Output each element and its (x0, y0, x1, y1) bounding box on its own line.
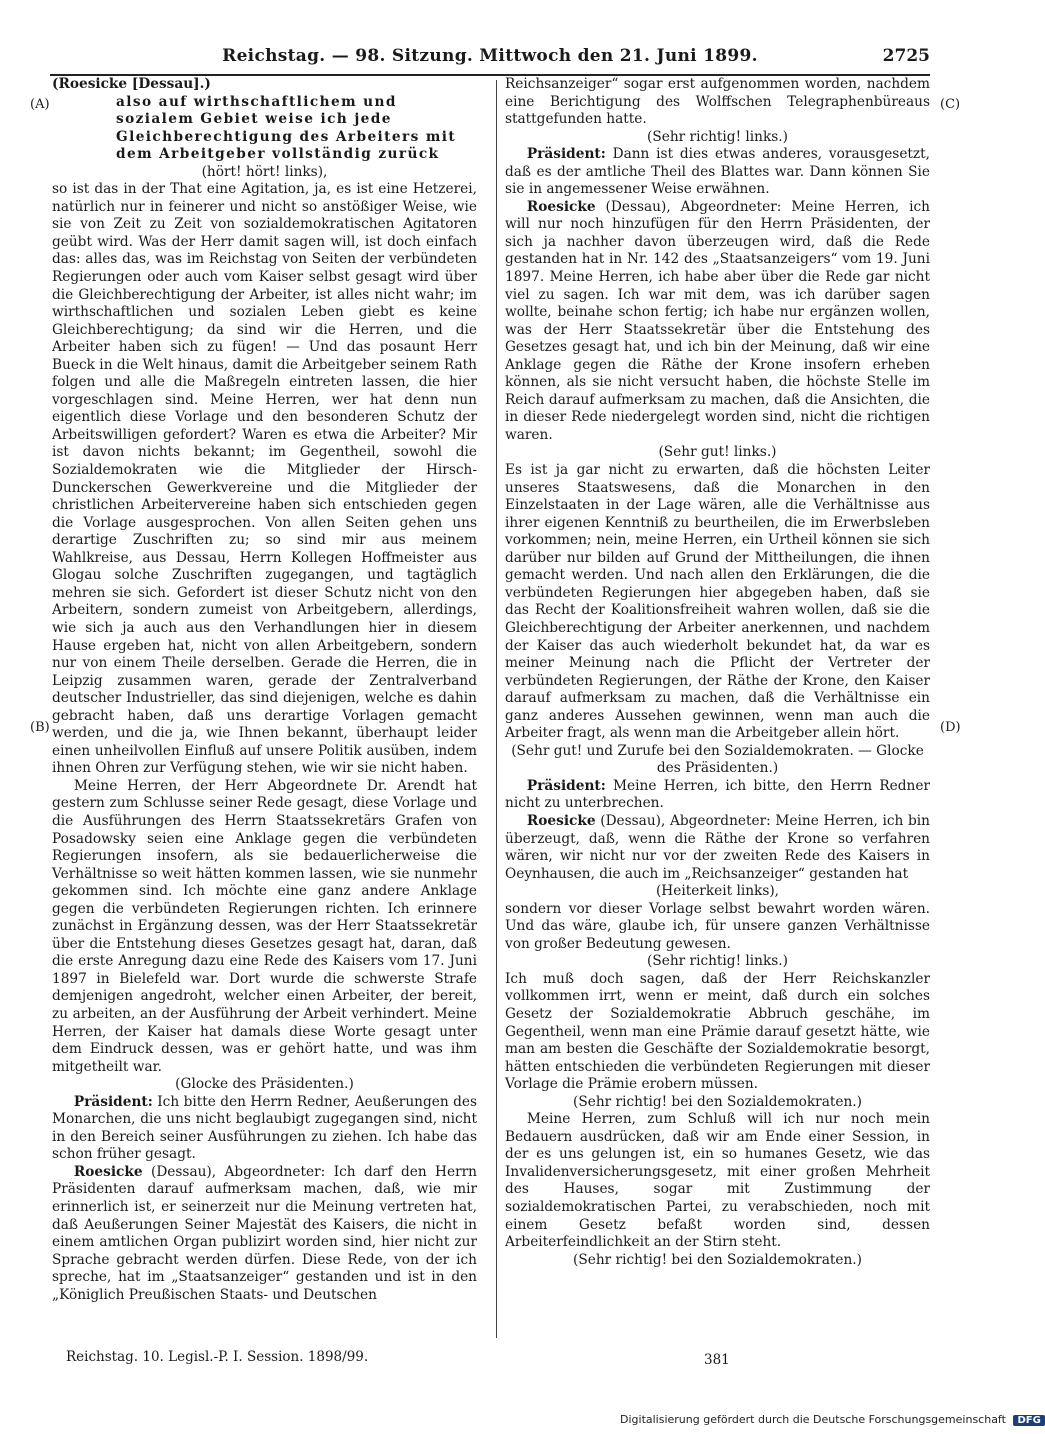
speaker-remark: Roesicke (Dessau), Abgeordneter: Ich darf den Herrn Präsidenten darauf aufmerksam machen, daß, wie mir erinnerlich ist, er seinerzeit nur die Meinung vertreten hat, daß Aeußerungen Seiner Majestät des Kaisers, die nicht in einem amtlichen Organ publizirt worden sind, hier nicht zur Sprache gebracht werden dürfen. Diese Rede, von der ich spreche, hat im „Staatsanzeiger“ gestanden und ist in den „Königlich Preußischen Staats- und Deutschen (52, 1163, 477, 1303)
left-column (52, 76, 477, 1304)
president-remark: Präsident: Dann ist dies etwas anderes, vorausgesetzt, daß es der amtliche Theil des Blattes war. Dann können Sie sie in angemessener Weise erwähnen. (505, 146, 930, 198)
margin-mark-a: (A) (30, 97, 50, 112)
paragraph: Es ist ja gar nicht zu erwarten, daß die höchsten Leiter unseres Staatswesens, daß die Monarchen in den Einzelstaaten in der Lage wären, alle die Verhältnisse aus ihrer eigenen Kenntniß zu beurtheilen, die im Erwerbsleben vorkommen; nein, meine Herren, ein Urtheil können sie sich darüber nur bilden auf Grund der Mittheilungen, die ihnen gemacht werden. Und nach allen den Erklärungen, die die verbündeten Regierungen hier abgegeben haben, daß sie das Recht der Koalitionsfreiheit wahren wollen, daß sie die Gleichberechtigung der Arbeiter anerkennen, und nachdem der Kaiser das auch wiederholt bekundet hat, da war es meiner Meinung nach die Pflicht der Vertreter der verbündeten Regierungen, der Räthe der Krone, den Kaiser darauf aufmerksam zu machen, daß die Verhältnisse ein ganz anderes Aussehen gewinnen, wenn man auch die Arbeiter fragt, als wenn man die Arbeitgeber allein hört. (505, 462, 930, 742)
header-title: Reichstag. — 98. Sitzung. Mittwoch den 21. Juni 1899. (222, 46, 758, 66)
margin-mark-b: (B) (30, 720, 50, 735)
column-divider (496, 80, 497, 1338)
speaker-label: Präsident: (73, 1093, 153, 1110)
footer-signature-number: 381 (704, 1352, 730, 1368)
speaker-remark: Roesicke (Dessau), Abgeordneter: Meine Herren, ich will nur noch hinzufügen für den Herrn Präsidenten, der sich ja nachher davon überzeugen wird, daß die Rede gestanden hat in Nr. 142 des „Staatsanzeigers“ vom 19. Juni 1897. Meine Herren, ich habe aber über die Rede gar nicht viel zu sagen. Ich war mit dem, was ich darüber sagen wollte, beinahe schon fertig; ich habe nur ergänzen wollen, was der Herr Staatssekretär über die Entstehung des Gesetzes gesagt hat, und ich bin der Meinung, daß wir eine Anklage gegen die Räthe der Krone insofern erheben können, als sie nicht versucht haben, die höchste Stelle im Reich darauf aufmerksam zu machen, daß die Ansichten, die in dieser Rede niedergelegt worden sind, nicht die richtigen waren. (505, 198, 930, 443)
president-remark: Präsident: Meine Herren, ich bitte, den Herrn Redner nicht zu unterbrechen. (505, 777, 930, 812)
digitization-credit (620, 1413, 1045, 1426)
interjection: (Sehr richtig! links.) (647, 128, 788, 145)
speaker-label: Roesicke (526, 198, 596, 215)
paragraph: Reichsanzeiger“ sogar erst aufgenommen worden, nachdem eine Berichtigung des Wolffschen Telegraphenbüreaus stattgefunden hatte. (505, 76, 930, 128)
interjection: (hört! hört! links), (201, 163, 328, 180)
interjection: (Sehr gut! links.) (658, 444, 777, 461)
president-remark: Präsident: Ich bitte den Herrn Redner, Aeußerungen des Monarchen, die uns nicht beglaubigt zugegangen sind, nicht in den Bereich seiner Ausführungen zu ziehen. Ich habe das schon früher gesagt. (52, 1093, 477, 1163)
interjection: (Sehr richtig! bei den Sozialdemokraten.) (573, 1251, 862, 1268)
running-header (50, 44, 930, 76)
paragraph: Ich muß doch sagen, daß der Herr Reichskanzler vollkommen irrt, wenn er meint, daß durch ein solches Gesetz der Sozialdemokratie Abbruch geschähe, im Gegentheil, wenn man eine Prämie darauf gesetzt hätte, wie man am besten die Geschäfte der Sozialdemokratie besorgt, hätten entschieden die verbündeten Regierungen mit dieser Vorlage die Prämie erobern müssen. (505, 970, 930, 1093)
speaker-label: Roesicke (73, 1163, 143, 1180)
interjection: (Sehr richtig! bei den Sozialdemokraten.) (573, 1093, 862, 1110)
speaker-label: Präsident: (526, 777, 606, 794)
speaker-label: Roesicke (526, 812, 596, 829)
speaker-remark: Roesicke (Dessau), Abgeordneter: Meine Herren, ich bin überzeugt, daß, wenn die Räthe der Krone so verfahren wären, wir nicht nur vor der zweiten Rede des Kaisers in Oeynhausen, die auch im „Reichsanzeiger“ gestanden hat (505, 812, 930, 882)
page-number: 2725 (882, 46, 930, 66)
interjection: (Sehr gut! und Zurufe bei den Sozialdemokraten. — Glocke des Präsidenten.) (511, 742, 924, 777)
speaker-label: Präsident: (526, 146, 606, 163)
interjection: (Heiterkeit links), (655, 883, 780, 900)
right-column (505, 76, 930, 1269)
paragraph: so ist das in der That eine Agitation, ja, es ist eine Hetzerei, natürlich nur in feinerer und nicht so anstößiger Weise, wie sie von Zeit zu Zeit von sozialdemokratischen Agitatoren geübt wird. Was der Herr damit sagen will, ist doch einfach das: alles das, was im Reichstag von Seiten der verbündeten Regierungen oder auch vom Kaiser selbst gesagt wird über die Gleichberechtigung der Arbeiter, ist alles nicht wahr; im wirthschaftlichen und sozialen Leben giebt es keine Gleichberechtigung; da sind wir die Herren, und die Arbeiter haben sich zu fügen! — Und das posaunt Herr Bueck in die Welt hinaus, damit die Arbeitgeber seinem Rath folgen und alle die Maßregeln eintreten lassen, die hier vorgeschlagen sind. Meine Herren, wer hat denn nun eigentlich diese Vorlage und den besonderen Schutz der Arbeitswilligen gefordert? Waren es etwa die Arbeiter? Mir ist davon nichts bekannt; im Gegentheil, sowohl die Sozialdemokraten wie die Mitglieder der Hirsch-Dunckerschen Gewerkvereine und die Mitglieder der christlichen Arbeitervereine haben sich entschieden gegen die Vorlage ausgesprochen. Von allen Seiten gehen uns derartige Zuschriften zu; so sind mir aus meinem Wahlkreise, aus Dessau, Herrn Kollegen Hoffmeister aus Glogau solche Zuschriften zugegangen, und tagtäglich mehren sie sich. Gefordert ist dieser Schutz nicht von den Arbeitern, sondern zumeist von Arbeitgebern, allerdings, wie sich ja auch aus den Verhandlungen hier in diesem Hause ergeben hat, nicht von allen Arbeitgebern, sondern nur von einem Theile derselben. Gerade die Herren, die in Leipzig zusammen waren, gerade der Zentralverband deutscher Industrieller, das sind diejenigen, welche es dahin gebracht haben, daß uns derartige Vorlagen gemacht werden, und die ja, wie Ihnen bekannt, überhaupt leider einen unheilvollen Einfluß auf unsere Politik ausüben, indem ihnen Ohren zur Verfügung stehen, wie wir sie nicht haben. (52, 181, 477, 777)
paragraph: Meine Herren, zum Schluß will ich nur noch mein Bedauern ausdrücken, daß wir am Ende einer Session, in der es uns gelungen ist, ein so humanes Gesetz, wie das Invalidenversicherungsgesetz, mit einer großen Mehrheit des Hauses, sogar mit Zustimmung der sozialdemokratischen Partei, zu verabschieden, noch mit einem Gesetz befaßt worden sind, dessen Arbeiterfeindlichkeit an der Stirn steht. (505, 1111, 930, 1251)
margin-mark-c: (C) (940, 97, 961, 112)
paragraph: Meine Herren, der Herr Abgeordnete Dr. Arendt hat gestern zum Schlusse seiner Rede gesagt, diese Vorlage und die Ausführungen des Herrn Staatssekretärs Grafen von Posadowsky seien eine Anklage gegen die verbündeten Regierungen insofern, als sie bedauerlicherweise die Verhältnisse so weit hätten kommen lassen, wie sie nunmehr gekommen sind. Ich möchte eine ganz andere Anklage gegen die verbündeten Regierungen richten. Ich erinnere zunächst in Ergänzung dessen, was der Herr Staatssekretär über die Entstehung dieses Gesetzes gesagt hat, daran, daß die erste Anregung dazu eine Rede des Kaisers vom 17. Juni 1897 in Bielefeld war. Dort wurde die schwerste Strafe demjenigen angedroht, welcher einen Arbeiter, der bereit, zu arbeiten, an der Ausführung der Arbeit verhindert. Meine Herren, der Kaiser hat damals diese Worte gesagt unter dem Eindruck dessen, was er gehört hatte, und was ihm mitgetheilt war. (52, 777, 477, 1075)
interjection: (Sehr richtig! links.) (647, 953, 788, 970)
margin-mark-d: (D) (940, 720, 961, 735)
paragraph: sondern vor dieser Vorlage selbst bewahrt worden wären. Und das wäre, glaube ich, für unsere ganzen Verhältnisse von großer Bedeutung gewesen. (505, 900, 930, 952)
speaker-continuation-note: (Roesicke [Dessau].) (52, 76, 211, 92)
credit-text: Digitalisierung gefördert durch die Deutsche Forschungsgemeinschaft (620, 1413, 1006, 1426)
footer-session-info: Reichstag. 10. Legisl.-P. I. Session. 1898/99. (66, 1349, 369, 1365)
dfg-logo-icon: DFG (1013, 1415, 1044, 1426)
interjection: (Glocke des Präsidenten.) (175, 1076, 354, 1093)
quoted-passage: also auf wirthschaftlichem und sozialem Gebiet weise ich jede Gleichberechtigung des Arbeiters mit dem Arbeitgeber vollständig zurück (116, 93, 457, 163)
